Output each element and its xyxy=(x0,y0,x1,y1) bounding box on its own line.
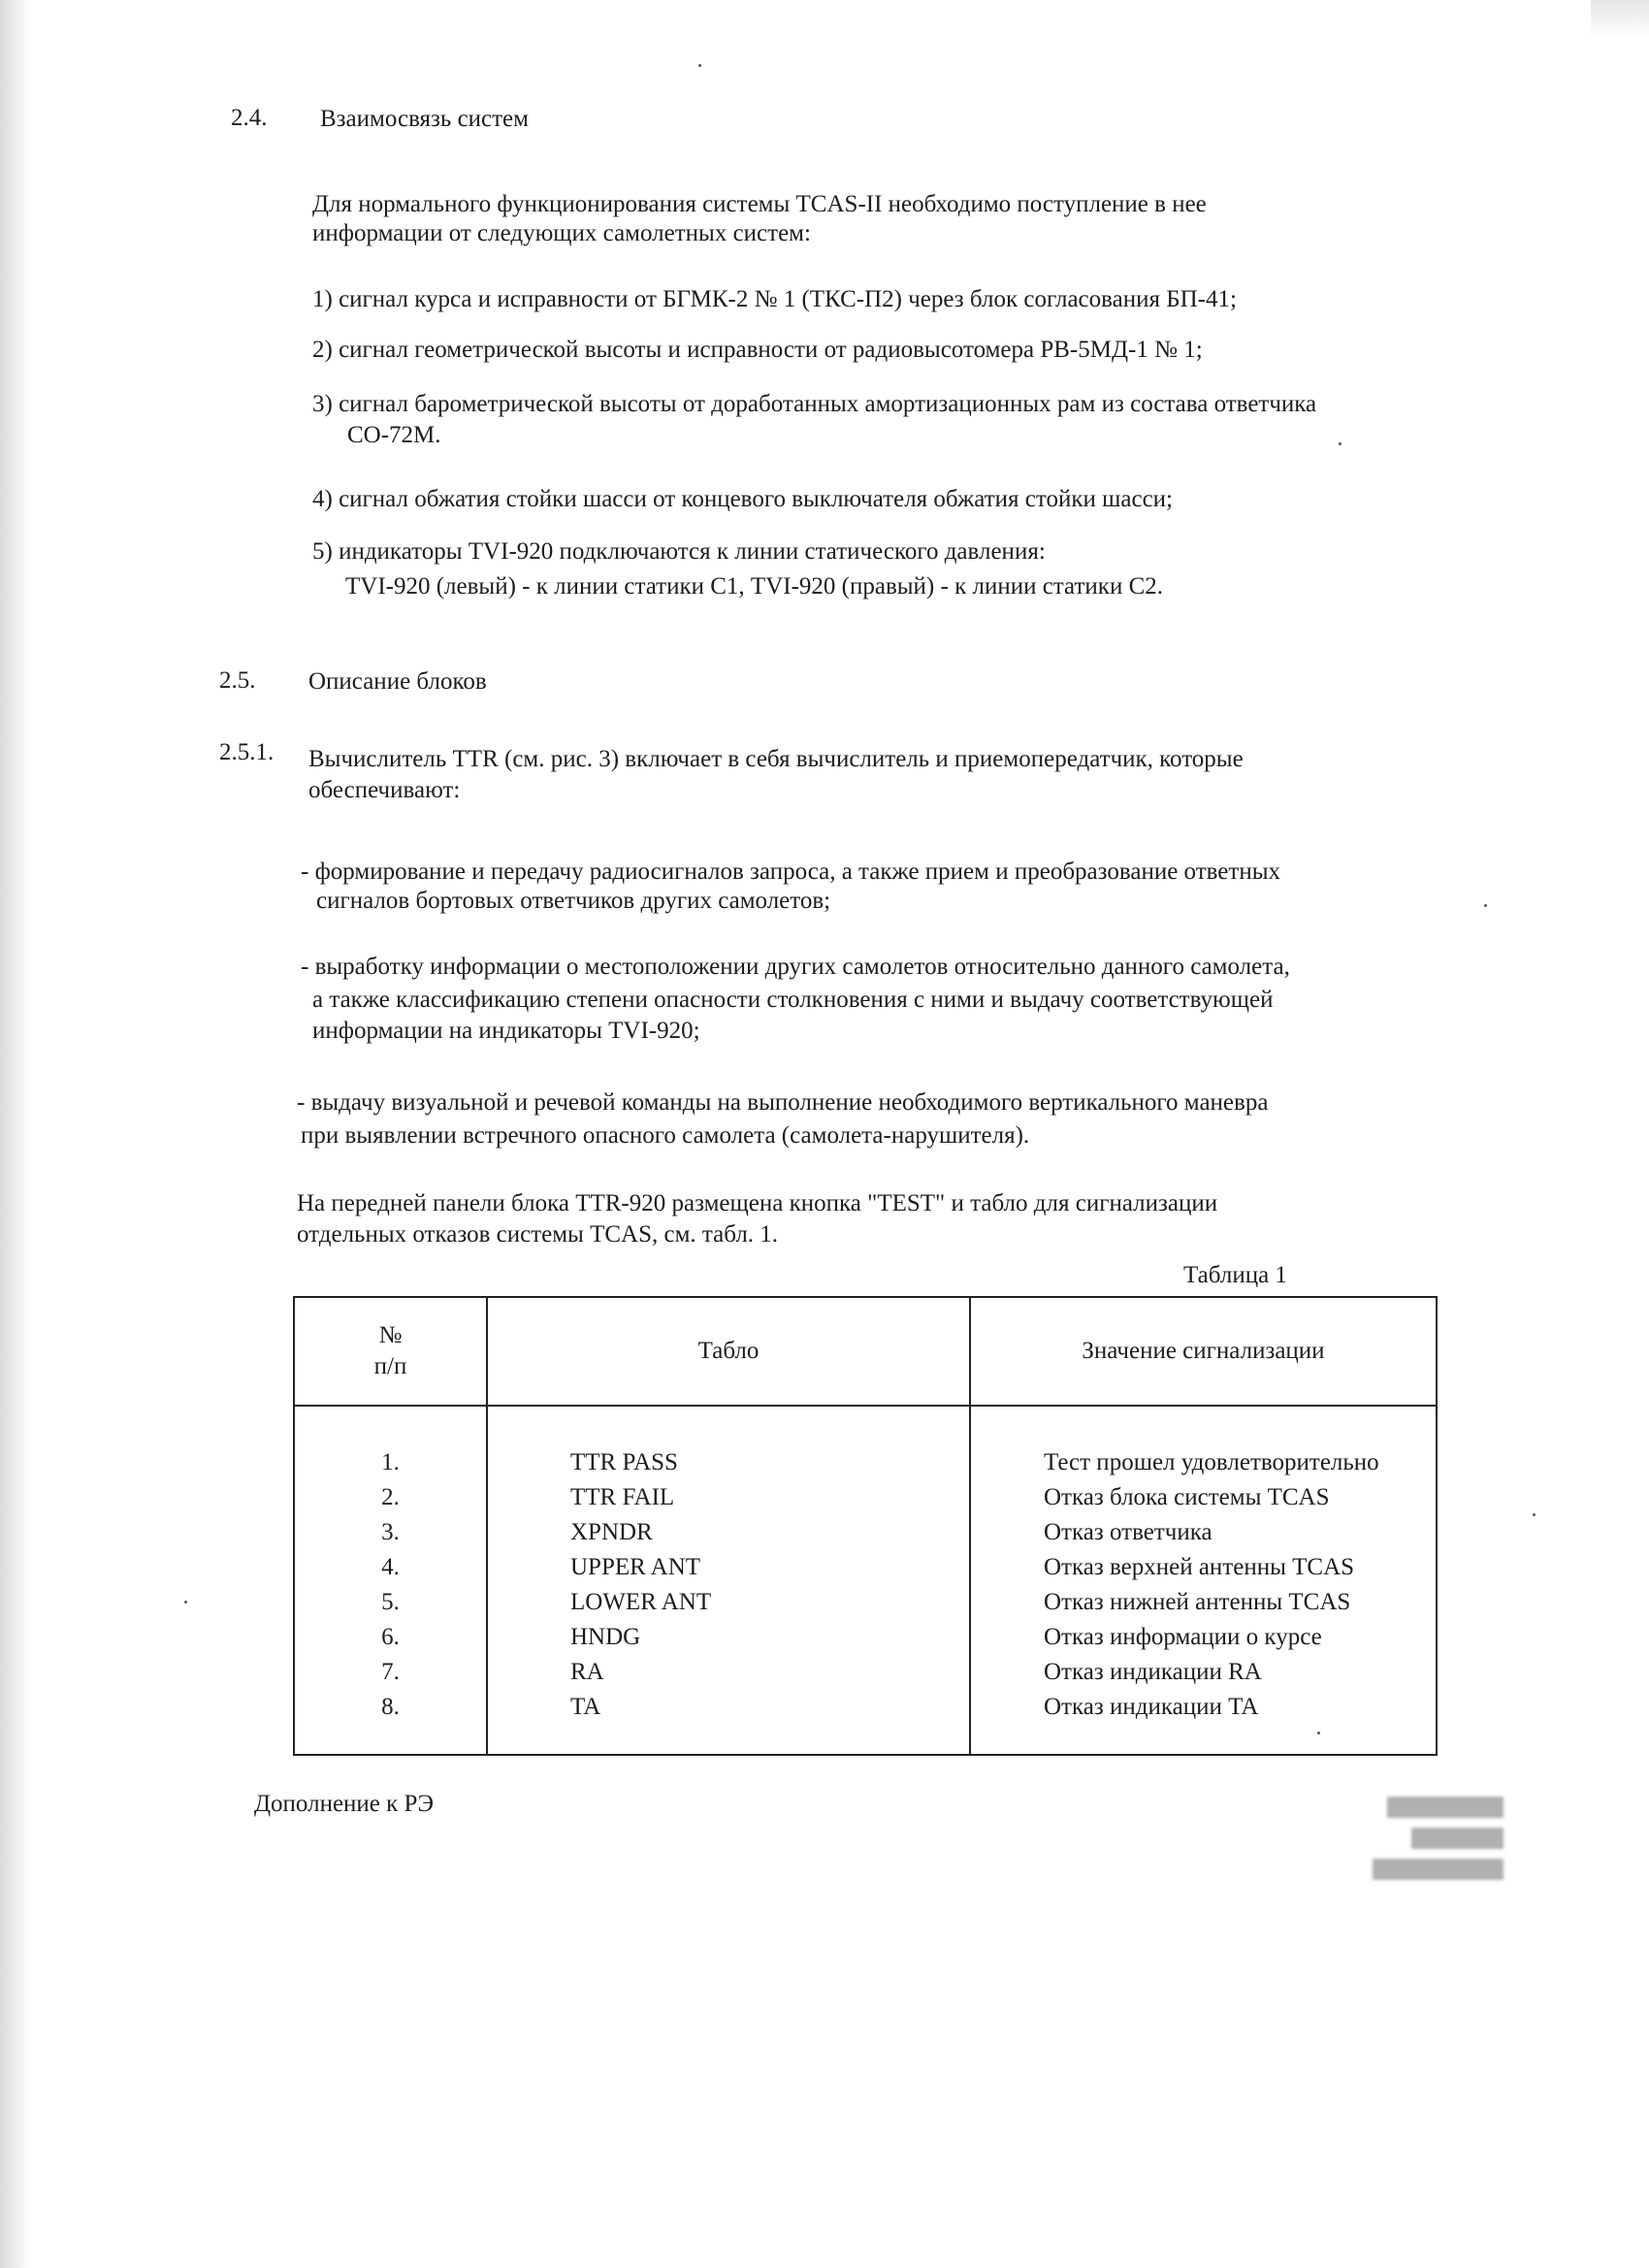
panel-text-line-2: отдельных отказов системы TCAS, см. табл. 1. xyxy=(297,1221,779,1247)
tablo-column xyxy=(487,1406,970,1755)
bullet-2-line-2: а также классификацию степени опасности столкновения с ними и выдачу соответствующей xyxy=(312,987,1274,1013)
panel-text-line-1: На передней панели блока TTR-920 размещена кнопка "TEST" и табло для сигнализации xyxy=(297,1190,1218,1216)
tablo-label: UPPER ANT xyxy=(570,1554,701,1580)
section-2-4-item-5-line-1: 5) индикаторы TVI-920 подключаются к линии статического давления: xyxy=(312,538,1046,565)
footer-supplement: Дополнение к РЭ xyxy=(254,1791,434,1817)
row-number: 7. xyxy=(381,1659,400,1685)
row-number: 3. xyxy=(381,1519,400,1545)
section-2-4-intro-line-2: информации от следующих самолетных систем: xyxy=(312,220,811,246)
header-meaning: Значение сигнализации xyxy=(970,1297,1437,1406)
meaning-text: Отказ верхней антенны TCAS xyxy=(1044,1554,1355,1580)
signal-table xyxy=(293,1296,1438,1756)
section-2-5-1-number: 2.5.1. xyxy=(219,739,275,765)
tablo-label: TA xyxy=(570,1694,601,1720)
row-number: 5. xyxy=(381,1589,400,1615)
meaning-text: Отказ индикации TA xyxy=(1044,1694,1259,1720)
tablo-label: RA xyxy=(570,1659,604,1685)
section-2-4-item-2: 2) сигнал геометрической высоты и исправности от радиовысотомера РВ-5МД-1 № 1; xyxy=(312,337,1203,363)
row-number: 4. xyxy=(381,1554,400,1580)
section-2-5-number: 2.5. xyxy=(219,667,256,694)
row-number: 2. xyxy=(381,1484,400,1510)
section-2-4-title: Взаимосвязь систем xyxy=(320,106,529,132)
tablo-label: TTR PASS xyxy=(570,1449,678,1475)
row-number: 1. xyxy=(381,1449,400,1475)
row-number: 8. xyxy=(381,1694,400,1720)
header-tablo: Табло xyxy=(487,1297,970,1406)
tablo-label: LOWER ANT xyxy=(570,1589,712,1615)
bullet-2-line-3: информации на индикаторы TVI-920; xyxy=(312,1018,700,1044)
section-2-5-1-line-2: обеспечивают: xyxy=(308,777,461,803)
scan-speck xyxy=(1339,442,1342,445)
section-2-5-1-line-1: Вычислитель TTR (см. рис. 3) включает в себя вычислитель и приемопередатчик, которые xyxy=(308,746,1244,772)
section-2-4-intro-line-1: Для нормального функционирования системы TCAS-II необходимо поступление в нее xyxy=(312,191,1207,217)
scan-speck xyxy=(184,1601,187,1604)
section-2-4-item-4: 4) сигнал обжатия стойки шасси от концевого выключателя обжатия стойки шасси; xyxy=(312,486,1173,512)
tablo-label: TTR FAIL xyxy=(570,1484,675,1510)
bullet-3-line-2: при выявлении встречного опасного самолета (самолета-нарушителя). xyxy=(301,1122,1030,1149)
section-2-4-item-5-line-2: TVI-920 (левый) - к линии статики С1, TVI-920 (правый) - к линии статики С2. xyxy=(345,573,1163,599)
scan-speck xyxy=(1484,904,1487,907)
bullet-1-line-2: сигналов бортовых ответчиков других самолетов; xyxy=(316,888,831,914)
meaning-text: Отказ индикации RA xyxy=(1044,1659,1262,1685)
section-2-4-item-1: 1) сигнал курса и исправности от БГМК-2 № 1 (ТКС-П2) через блок согласования БП-41; xyxy=(312,286,1237,312)
meaning-text: Отказ информации о курсе xyxy=(1044,1624,1322,1650)
tablo-label: HNDG xyxy=(570,1624,641,1650)
section-2-4-item-3-line-2: СО-72М. xyxy=(347,422,441,448)
meaning-text: Отказ ответчика xyxy=(1044,1519,1212,1545)
number-column xyxy=(294,1406,487,1755)
bullet-2-line-1: - выработку информации о местоположении других самолетов относительно данного самолета, xyxy=(301,954,1290,980)
meaning-text: Тест прошел удовлетворительно xyxy=(1044,1449,1379,1475)
section-2-4-number: 2.4. xyxy=(231,105,268,131)
section-2-4-item-3-line-1: 3) сигнал барометрической высоты от доработанных амортизационных рам из состава ответчика xyxy=(312,391,1317,417)
scan-speck xyxy=(1317,1732,1320,1734)
header-number-abbr: п/п xyxy=(373,1353,407,1379)
header-number xyxy=(294,1297,487,1406)
header-number-sign: № xyxy=(378,1322,403,1348)
section-2-5-title: Описание блоков xyxy=(308,668,487,695)
bullet-1-line-1: - формирование и передачу радиосигналов запроса, а также прием и преобразование ответных xyxy=(301,859,1280,885)
scan-speck xyxy=(698,64,701,67)
table-body-row xyxy=(294,1406,1437,1755)
footer-blurred-stamp xyxy=(1373,1797,1504,1880)
table-caption: Таблица 1 xyxy=(1183,1262,1287,1288)
scan-shadow-edge xyxy=(0,0,33,2268)
meaning-text: Отказ блока системы TCAS xyxy=(1044,1484,1330,1510)
row-number: 6. xyxy=(381,1624,400,1650)
meaning-text: Отказ нижней антенны TCAS xyxy=(1044,1589,1351,1615)
scan-speck xyxy=(1533,1513,1536,1516)
table-header-row xyxy=(294,1297,1437,1406)
meaning-column xyxy=(970,1406,1437,1755)
bullet-3-line-1: - выдачу визуальной и речевой команды на выполнение необходимого вертикального маневра xyxy=(297,1089,1269,1116)
tablo-label: XPNDR xyxy=(570,1519,653,1545)
scan-shadow-corner xyxy=(1591,0,1649,39)
